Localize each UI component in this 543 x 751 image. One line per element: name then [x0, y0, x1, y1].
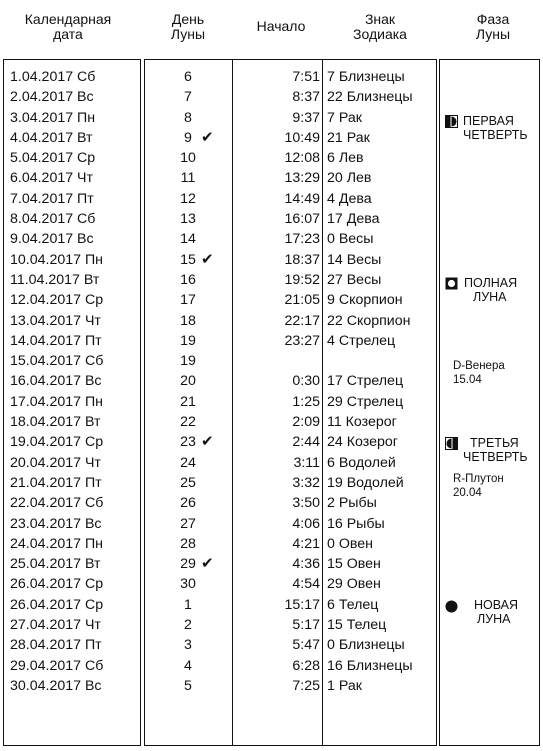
moon-day-cell-text: 14 — [180, 231, 196, 248]
zodiac-sign-cell-text: 4 Дева — [327, 190, 372, 207]
zodiac-sign-cell — [327, 270, 413, 290]
zodiac-sign-cell — [327, 128, 413, 148]
third-quarter-moon-icon — [445, 437, 458, 450]
moon-day-cell-text: 4 — [184, 657, 192, 674]
date-cell-text: 23.04.2017 Вс — [10, 515, 102, 532]
start-time-cell — [236, 351, 320, 371]
date-cell — [10, 229, 103, 249]
zodiac-sign-cell-text: 4 Стрелец — [327, 332, 396, 349]
zodiac-sign-cell — [327, 87, 413, 107]
date-cell-text: 12.04.2017 Ср — [10, 292, 104, 309]
header-phase-line2: Луны — [475, 26, 511, 42]
moon-day-cell-text: 24 — [180, 454, 196, 471]
start-time-cell-text: 3:11 — [293, 454, 320, 471]
moon-day-cell-text: 13 — [180, 211, 196, 228]
date-cell-text: 20.04.2017 Чт — [10, 454, 101, 471]
moon-day-cell-text: 10 — [180, 150, 196, 167]
zodiac-sign-cell — [327, 534, 413, 554]
pluto-retrograde-note — [453, 472, 504, 500]
date-cell — [10, 554, 103, 574]
date-cell-text: 6.04.2017 Чт — [10, 170, 94, 187]
zodiac-sign-cell-text: 0 Весы — [327, 231, 374, 248]
full-moon-icon — [445, 277, 458, 290]
zodiac-sign-cell-text: 16 Рыбы — [327, 515, 385, 532]
date-cell-text: 28.04.2017 Пт — [10, 637, 102, 654]
start-time-cell-text: 1:25 — [292, 393, 320, 410]
start-time-cell — [236, 432, 320, 452]
date-cell-text: 3.04.2017 Пн — [10, 109, 96, 126]
start-time-cell-text: 2:44 — [292, 434, 320, 451]
zodiac-sign-cell-text: 24 Козерог — [327, 434, 398, 451]
moon-day-cell — [149, 351, 227, 371]
moon-day-cell — [149, 595, 227, 615]
phase-column-frame — [439, 59, 540, 746]
start-time-cell — [236, 67, 320, 87]
start-time-cell — [236, 189, 320, 209]
moon-day-cell — [149, 108, 227, 128]
pluto-note-line1: R-Плутон — [453, 473, 504, 485]
date-cell-text: 17.04.2017 Пн — [10, 393, 103, 410]
zodiac-sign-cell-text: 6 Телец — [327, 596, 379, 613]
start-time-cell — [236, 392, 320, 412]
start-time-cell — [236, 371, 320, 391]
zodiac-sign-cell-text: 15 Овен — [327, 556, 381, 573]
moon-day-cell-text: 19 — [180, 332, 196, 349]
date-cell — [10, 270, 103, 290]
start-time-cell — [236, 635, 320, 655]
zodiac-sign-cell — [327, 453, 413, 473]
start-time-cell — [236, 534, 320, 554]
zodiac-sign-cell — [327, 392, 413, 412]
moon-day-cell-text: 30 — [180, 576, 196, 593]
start-time-cell-text: 7:25 — [292, 677, 320, 694]
start-time-cell-text: 14:49 — [284, 190, 320, 207]
checkmark-icon: ✔ — [201, 555, 214, 573]
date-cell — [10, 493, 103, 513]
zodiac-sign-cell — [327, 554, 413, 574]
phase-new-moon — [445, 598, 518, 626]
date-cell — [10, 311, 103, 331]
start-time-cell — [236, 554, 320, 574]
moon-day-cell — [149, 656, 227, 676]
phase-third-quarter — [445, 436, 528, 464]
moon-day-cell-text: 7 — [184, 89, 192, 106]
start-time-cell-text: 22:17 — [284, 312, 320, 329]
zodiac-sign-cell — [327, 676, 413, 696]
start-time-cell-text: 16:07 — [284, 211, 320, 228]
start-time-cell-text: 3:32 — [292, 474, 320, 491]
date-cell — [10, 453, 103, 473]
date-cell — [10, 290, 103, 310]
date-cell-text: 13.04.2017 Чт — [10, 312, 101, 329]
zodiac-sign-cell — [327, 331, 413, 351]
header-date-line2: дата — [53, 26, 83, 42]
start-time-cell — [236, 148, 320, 168]
date-cell-text: 18.04.2017 Вт — [10, 414, 101, 431]
start-time-cell — [236, 128, 320, 148]
date-cell — [10, 87, 103, 107]
date-cell-text: 22.04.2017 Сб — [10, 495, 104, 512]
moon-day-cell-text: 16 — [180, 271, 196, 288]
header-start — [246, 19, 316, 34]
zodiac-sign-cell — [327, 412, 413, 432]
date-cell — [10, 534, 103, 554]
moon-day-cell — [149, 250, 227, 270]
zodiac-sign-cell — [327, 290, 413, 310]
date-cell — [10, 595, 103, 615]
start-time-cell — [236, 108, 320, 128]
date-cell-text: 26.04.2017 Ср — [10, 576, 104, 593]
moon-day-cell-text: 22 — [180, 414, 196, 431]
checkmark-icon: ✔ — [201, 128, 214, 146]
zodiac-sign-cell-text: 22 Близнецы — [327, 89, 413, 106]
start-time-cell — [236, 676, 320, 696]
start-time-cell-text: 8:37 — [292, 89, 320, 106]
date-cell-text: 11.04.2017 Вт — [10, 271, 100, 288]
zodiac-sign-cell — [327, 574, 413, 594]
checkmark-icon: ✔ — [201, 250, 214, 268]
moon-day-cell — [149, 432, 227, 452]
start-time-cell-text: 23:27 — [284, 332, 320, 349]
header-date-line1: Календарная — [24, 11, 112, 27]
moon-day-cell — [149, 676, 227, 696]
date-cell — [10, 514, 103, 534]
start-time-cell — [236, 615, 320, 635]
date-cell — [10, 635, 103, 655]
zodiac-sign-cell — [327, 189, 413, 209]
zodiac-sign-cell — [327, 514, 413, 534]
first-quarter-moon-icon — [445, 115, 458, 128]
moon-day-cell-text: 1 — [184, 596, 192, 613]
start-time-cell — [236, 493, 320, 513]
zodiac-sign-cell — [327, 250, 413, 270]
zodiac-sign-cell-text: 21 Рак — [327, 129, 370, 146]
date-cell — [10, 615, 103, 635]
start-time-cell-text: 2:09 — [292, 414, 320, 431]
moon-day-cell-text: 21 — [180, 393, 196, 410]
phase-full-moon — [445, 276, 517, 304]
moon-day-cell-text: 2 — [184, 617, 192, 634]
date-cell-text: 9.04.2017 Вс — [10, 231, 94, 248]
checkmark-icon: ✔ — [201, 433, 214, 451]
date-cell-text: 4.04.2017 Вт — [10, 129, 93, 146]
start-time-cell-text: 0:30 — [292, 373, 320, 390]
moon-day-cell — [149, 574, 227, 594]
date-cell — [10, 676, 103, 696]
header-sign — [340, 12, 420, 42]
moon-day-cell — [149, 493, 227, 513]
header-date — [18, 12, 118, 42]
moon-day-cell-text: 5 — [184, 677, 192, 694]
date-cell — [10, 432, 103, 452]
zodiac-sign-cell — [327, 108, 413, 128]
header-sign-line1: Знак — [364, 11, 396, 27]
date-cell-text: 8.04.2017 Сб — [10, 211, 96, 228]
date-cell — [10, 371, 103, 391]
date-cell-text: 29.04.2017 Сб — [10, 657, 104, 674]
moon-day-cell-text: 28 — [180, 535, 196, 552]
start-time-cell — [236, 290, 320, 310]
date-cell — [10, 209, 103, 229]
zodiac-sign-cell — [327, 493, 413, 513]
date-cell — [10, 168, 103, 188]
zodiac-sign-cell — [327, 148, 413, 168]
start-time-cell — [236, 656, 320, 676]
start-time-cell — [236, 473, 320, 493]
venus-note-line2: 15.04 — [453, 374, 482, 386]
moon-day-cell — [149, 229, 227, 249]
zodiac-sign-cell — [327, 209, 413, 229]
moon-day-cell-text: 26 — [180, 495, 196, 512]
start-time-cell-text: 4:36 — [292, 556, 320, 573]
moon-day-cell — [149, 311, 227, 331]
zodiac-sign-cell — [327, 168, 413, 188]
date-column — [10, 67, 103, 696]
zodiac-sign-cell-text: 7 Близнецы — [327, 69, 405, 85]
start-time-cell-text: 4:06 — [292, 515, 320, 532]
header-phase — [463, 12, 523, 42]
zodiac-sign-cell-text: 27 Весы — [327, 271, 382, 288]
start-time-cell-text: 12:08 — [284, 150, 320, 167]
start-time-cell — [236, 168, 320, 188]
start-time-cell-text: 4:21 — [292, 535, 320, 552]
date-cell — [10, 67, 103, 87]
date-cell — [10, 250, 103, 270]
date-cell — [10, 148, 103, 168]
date-cell-text: 19.04.2017 Ср — [10, 434, 104, 451]
zodiac-sign-cell — [327, 351, 413, 371]
moon-day-cell-text: 23 — [180, 434, 196, 451]
moon-day-column — [149, 67, 227, 696]
date-cell-text: 1.04.2017 Сб — [10, 69, 96, 85]
zodiac-sign-cell — [327, 595, 413, 615]
zodiac-sign-column — [327, 67, 413, 696]
moon-day-cell-text: 15 — [180, 251, 196, 268]
phase-new-moon-line2: ЛУНА — [477, 612, 511, 626]
zodiac-sign-cell — [327, 615, 413, 635]
zodiac-sign-cell-text: 14 Весы — [327, 251, 382, 268]
moon-day-cell-text: 11 — [180, 170, 196, 187]
moon-day-cell-text: 9 — [184, 129, 192, 146]
date-cell-text: 24.04.2017 Пн — [10, 535, 103, 552]
date-cell-text: 21.04.2017 Пт — [10, 474, 102, 491]
date-cell — [10, 412, 103, 432]
phase-third-quarter-line2: ЧЕТВЕРТЬ — [463, 450, 528, 464]
moon-day-cell — [149, 554, 227, 574]
start-time-cell-text: 21:05 — [284, 292, 320, 309]
start-time-cell-text: 3:50 — [292, 495, 320, 512]
moon-day-cell — [149, 148, 227, 168]
zodiac-sign-cell — [327, 229, 413, 249]
zodiac-sign-cell — [327, 656, 413, 676]
date-cell-text: 7.04.2017 Пт — [10, 190, 94, 207]
date-cell — [10, 189, 103, 209]
pluto-note-line2: 20.04 — [453, 487, 482, 499]
zodiac-sign-cell — [327, 432, 413, 452]
zodiac-sign-cell-text: 11 Козерог — [327, 414, 397, 431]
phase-third-quarter-line1: ТРЕТЬЯ — [470, 436, 519, 450]
zodiac-sign-cell — [327, 635, 413, 655]
moon-day-cell — [149, 615, 227, 635]
zodiac-sign-cell-text: 6 Лев — [327, 150, 364, 167]
start-time-cell — [236, 311, 320, 331]
start-time-cell-text: 5:17 — [292, 617, 320, 634]
header-phase-line1: Фаза — [476, 11, 510, 27]
zodiac-sign-cell-text: 20 Лев — [327, 170, 372, 187]
moon-day-cell — [149, 290, 227, 310]
venus-direct-note — [453, 359, 505, 387]
phase-full-moon-line2: ЛУНА — [473, 290, 507, 304]
moon-day-cell — [149, 168, 227, 188]
moon-day-cell-text: 3 — [184, 637, 192, 654]
start-time-cell — [236, 331, 320, 351]
date-cell-text: 30.04.2017 Вс — [10, 677, 102, 694]
start-time-cell-text: 15:17 — [284, 596, 320, 613]
zodiac-sign-cell-text: 16 Близнецы — [327, 657, 413, 674]
date-cell — [10, 351, 103, 371]
moon-day-cell — [149, 514, 227, 534]
start-time-cell-text: 7:51 — [292, 69, 320, 85]
start-time-cell — [236, 270, 320, 290]
zodiac-sign-cell-text: 9 Скорпион — [327, 292, 403, 309]
date-cell — [10, 656, 103, 676]
phase-first-quarter-line2: ЧЕТВЕРТЬ — [463, 128, 528, 142]
zodiac-sign-cell-text: 19 Водолей — [327, 474, 404, 491]
start-time-cell — [236, 229, 320, 249]
start-time-cell — [236, 250, 320, 270]
header-moon-day-line2: Луны — [170, 26, 206, 42]
date-cell — [10, 331, 103, 351]
start-time-cell — [236, 412, 320, 432]
date-cell — [10, 473, 103, 493]
start-time-cell-text: 10:49 — [284, 129, 320, 146]
date-cell-text: 25.04.2017 Вт — [10, 556, 101, 573]
date-cell-text: 14.04.2017 Пт — [10, 332, 102, 349]
start-time-cell-text: 19:52 — [284, 271, 320, 288]
phase-new-moon-line1: НОВАЯ — [474, 598, 519, 612]
zodiac-sign-cell-text: 1 Рак — [327, 677, 362, 694]
zodiac-sign-cell-text: 17 Стрелец — [327, 373, 404, 390]
moon-day-cell-text: 20 — [180, 373, 196, 390]
zodiac-sign-cell — [327, 311, 413, 331]
start-time-cell-text: 4:54 — [292, 576, 320, 593]
moon-day-cell-text: 6 — [184, 69, 192, 85]
moon-day-cell-text: 18 — [180, 312, 196, 329]
moon-day-cell — [149, 371, 227, 391]
phase-full-moon-line1: ПОЛНАЯ — [464, 276, 518, 290]
start-column — [236, 67, 320, 696]
moon-day-cell — [149, 67, 227, 87]
zodiac-sign-cell-text: 6 Водолей — [327, 454, 396, 471]
start-time-cell-text: 13:29 — [284, 170, 320, 187]
zodiac-sign-cell-text: 0 Близнецы — [327, 637, 405, 654]
venus-note-line1: D-Венера — [453, 360, 505, 372]
moon-day-cell — [149, 189, 227, 209]
moon-day-cell — [149, 270, 227, 290]
moon-day-cell — [149, 392, 227, 412]
moon-day-cell-text: 29 — [180, 556, 196, 573]
moon-day-cell — [149, 635, 227, 655]
zodiac-sign-cell-text: 15 Телец — [327, 617, 387, 634]
zodiac-sign-cell-text: 17 Дева — [327, 211, 380, 228]
moon-day-cell — [149, 412, 227, 432]
date-cell-text: 16.04.2017 Вс — [10, 373, 102, 390]
start-time-cell — [236, 87, 320, 107]
moon-day-cell — [149, 209, 227, 229]
date-cell-text: 2.04.2017 Вс — [10, 89, 94, 106]
new-moon-icon — [445, 600, 458, 613]
zodiac-sign-cell — [327, 473, 413, 493]
start-time-cell-text: 18:37 — [284, 251, 320, 268]
divider-moon-start — [232, 59, 233, 746]
start-time-cell — [236, 595, 320, 615]
date-cell-text: 10.04.2017 Пн — [10, 251, 103, 268]
start-time-cell-text: 17:23 — [284, 231, 320, 248]
date-cell-text: 5.04.2017 Ср — [10, 150, 96, 167]
header-moon-day — [160, 12, 216, 42]
date-cell — [10, 392, 103, 412]
date-cell — [10, 574, 103, 594]
moon-day-cell — [149, 128, 227, 148]
zodiac-sign-cell-text: 22 Скорпион — [327, 312, 411, 329]
phase-first-quarter — [445, 114, 528, 142]
zodiac-sign-cell — [327, 67, 413, 87]
moon-day-cell-text: 8 — [184, 109, 192, 126]
zodiac-sign-cell-text: 7 Рак — [327, 109, 362, 126]
moon-day-cell — [149, 331, 227, 351]
moon-day-cell-text: 17 — [180, 292, 196, 309]
moon-day-cell — [149, 473, 227, 493]
date-cell-text: 26.04.2017 Ср — [10, 596, 104, 613]
header-start-label: Начало — [256, 18, 306, 34]
start-time-cell — [236, 574, 320, 594]
moon-day-cell — [149, 534, 227, 554]
start-time-cell — [236, 209, 320, 229]
moon-day-cell-text: 12 — [180, 190, 196, 207]
zodiac-sign-cell-text: 29 Стрелец — [327, 393, 404, 410]
start-time-cell-text: 6:28 — [292, 657, 320, 674]
start-time-cell — [236, 453, 320, 473]
header-sign-line2: Зодиака — [353, 26, 407, 42]
date-cell-text: 15.04.2017 Сб — [10, 353, 104, 370]
zodiac-sign-cell — [327, 371, 413, 391]
date-cell — [10, 128, 103, 148]
zodiac-sign-cell-text: 2 Рыбы — [327, 495, 377, 512]
moon-day-cell-text: 25 — [180, 474, 196, 491]
date-cell-text: 27.04.2017 Чт — [10, 617, 101, 634]
moon-day-cell-text: 27 — [180, 515, 196, 532]
moon-day-cell — [149, 453, 227, 473]
moon-day-cell-text: 19 — [180, 353, 196, 370]
phase-first-quarter-line1: ПЕРВАЯ — [463, 114, 514, 128]
start-time-cell-text: 9:37 — [292, 109, 320, 126]
zodiac-sign-cell-text: 0 Овен — [327, 535, 373, 552]
start-time-cell — [236, 514, 320, 534]
date-cell — [10, 108, 103, 128]
divider-start-sign — [322, 59, 323, 746]
moon-day-cell — [149, 87, 227, 107]
zodiac-sign-cell-text: 29 Овен — [327, 576, 381, 593]
start-time-cell-text: 5:47 — [292, 637, 320, 654]
header-moon-day-line1: День — [171, 11, 205, 27]
